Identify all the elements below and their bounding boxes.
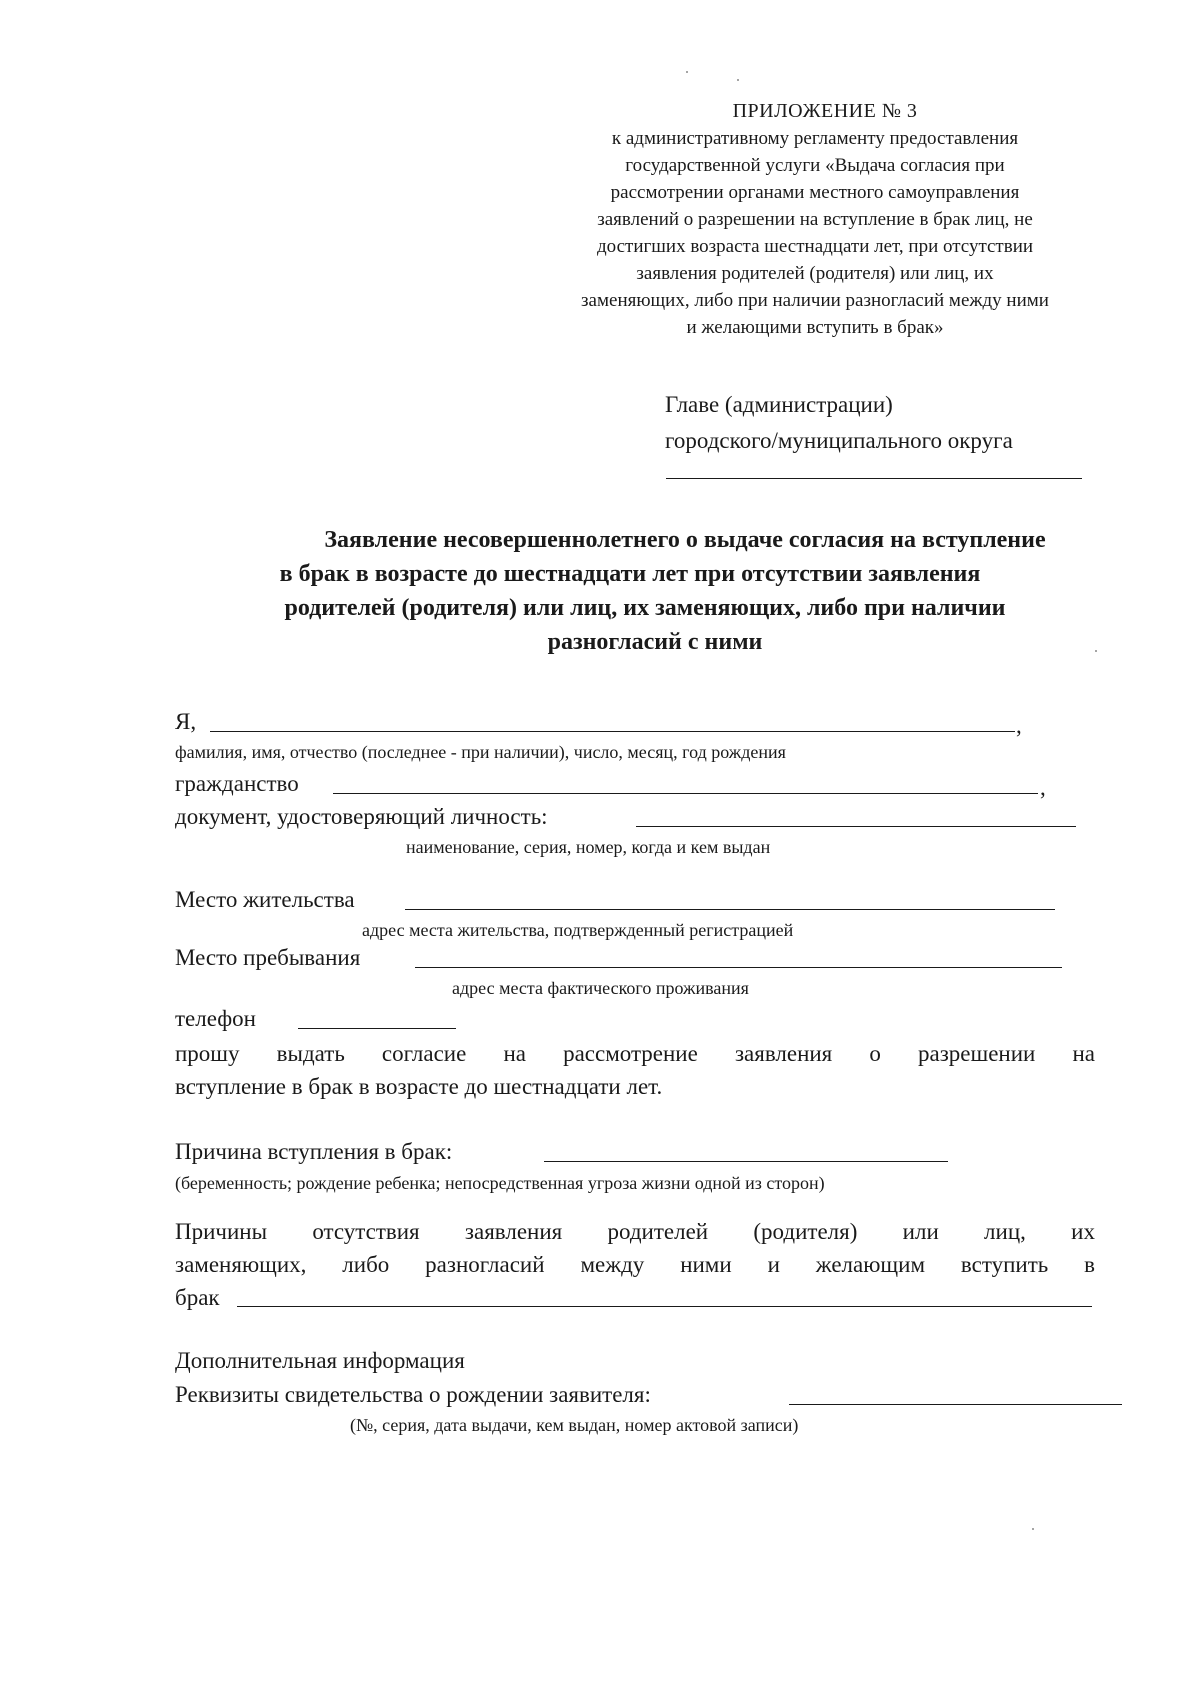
- reason-field[interactable]: [544, 1161, 948, 1162]
- comma: ,: [1016, 713, 1022, 738]
- absence-paragraph: [175, 1215, 1095, 1314]
- addressee-block: [665, 387, 1013, 459]
- appendix-line: заявлений о разрешении на вступление в брак лиц, не: [597, 209, 1033, 230]
- appendix-line: государственной услуги «Выдача согласия при: [625, 155, 1005, 176]
- residence-field[interactable]: [405, 909, 1055, 910]
- birth-certificate-caption: (№, серия, дата выдачи, кем выдан, номер актовой записи): [350, 1415, 799, 1435]
- request-paragraph: [175, 1037, 1095, 1103]
- citizenship-label: гражданство: [175, 771, 299, 796]
- title-line: родителей (родителя) или лиц, их заменяющих, либо при наличии: [284, 595, 1006, 621]
- title-line: Заявление несовершеннолетнего о выдаче согласия на вступление: [324, 527, 1046, 553]
- scan-speck: [1032, 1528, 1034, 1530]
- appendix-line: к административному регламенту предоставления: [611, 128, 1019, 149]
- request-line: вступление в брак в возрасте до шестнадцати лет.: [175, 1074, 663, 1099]
- residence-label: Место жительства: [175, 887, 355, 912]
- title-line: разногласий с ними: [547, 629, 763, 655]
- stay-field[interactable]: [415, 967, 1062, 968]
- stay-caption: адрес места фактического проживания: [452, 978, 749, 998]
- appendix-heading: ПРИЛОЖЕНИЕ № 3: [732, 100, 918, 122]
- phone-field[interactable]: [298, 1028, 456, 1029]
- stay-label: Место пребывания: [175, 945, 361, 970]
- reason-caption: (беременность; рождение ребенка; непосредственная угроза жизни одной из сторон): [175, 1173, 825, 1193]
- id-document-caption: наименование, серия, номер, когда и кем выдан: [406, 837, 771, 857]
- phone-label: телефон: [175, 1006, 256, 1031]
- absence-line: Причины отсутствия заявления родителей (родителя) или лиц, их: [175, 1219, 1095, 1244]
- absence-field[interactable]: [237, 1306, 1092, 1307]
- addressee-line: городского/муниципального округа: [665, 428, 1013, 453]
- citizenship-field[interactable]: [333, 793, 1038, 794]
- full-name-field[interactable]: [210, 731, 1015, 732]
- full-name-caption: фамилия, имя, отчество (последнее - при наличии), число, месяц, год рождения: [175, 742, 786, 762]
- scan-speck: [686, 71, 688, 73]
- residence-caption: адрес места жительства, подтвержденный регистрацией: [362, 920, 794, 940]
- title-line: в брак в возрасте до шестнадцати лет при отсутствии заявления: [279, 561, 981, 587]
- birth-certificate-field[interactable]: [789, 1404, 1122, 1405]
- appendix-line: рассмотрении органами местного самоуправления: [610, 182, 1020, 203]
- id-document-field[interactable]: [636, 826, 1076, 827]
- request-line: прошу выдать согласие на рассмотрение заявления о разрешении на: [175, 1041, 1095, 1066]
- absence-line: заменяющих, либо разногласий между ними и желающим вступить в: [175, 1252, 1095, 1277]
- additional-info-label: Дополнительная информация: [175, 1348, 465, 1373]
- addressee-line: Главе (администрации): [665, 392, 893, 417]
- appendix-line: заменяющих, либо при наличии разногласий между ними: [581, 290, 1049, 311]
- i-label: Я,: [175, 709, 197, 734]
- appendix-line: и желающими вступить в брак»: [686, 317, 944, 338]
- birth-certificate-label: Реквизиты свидетельства о рождении заявителя:: [175, 1382, 651, 1407]
- appendix-block: [500, 98, 1130, 341]
- document-title: [170, 523, 1130, 659]
- appendix-line: заявления родителей (родителя) или лиц, их: [636, 263, 994, 284]
- comma: ,: [1040, 775, 1046, 800]
- scan-speck: [737, 79, 739, 81]
- reason-label: Причина вступления в брак:: [175, 1139, 453, 1164]
- id-document-label: документ, удостоверяющий личность:: [175, 804, 548, 829]
- addressee-blank[interactable]: [666, 478, 1082, 479]
- absence-line: брак: [175, 1285, 220, 1310]
- appendix-line: достигших возраста шестнадцати лет, при отсутствии: [596, 236, 1034, 257]
